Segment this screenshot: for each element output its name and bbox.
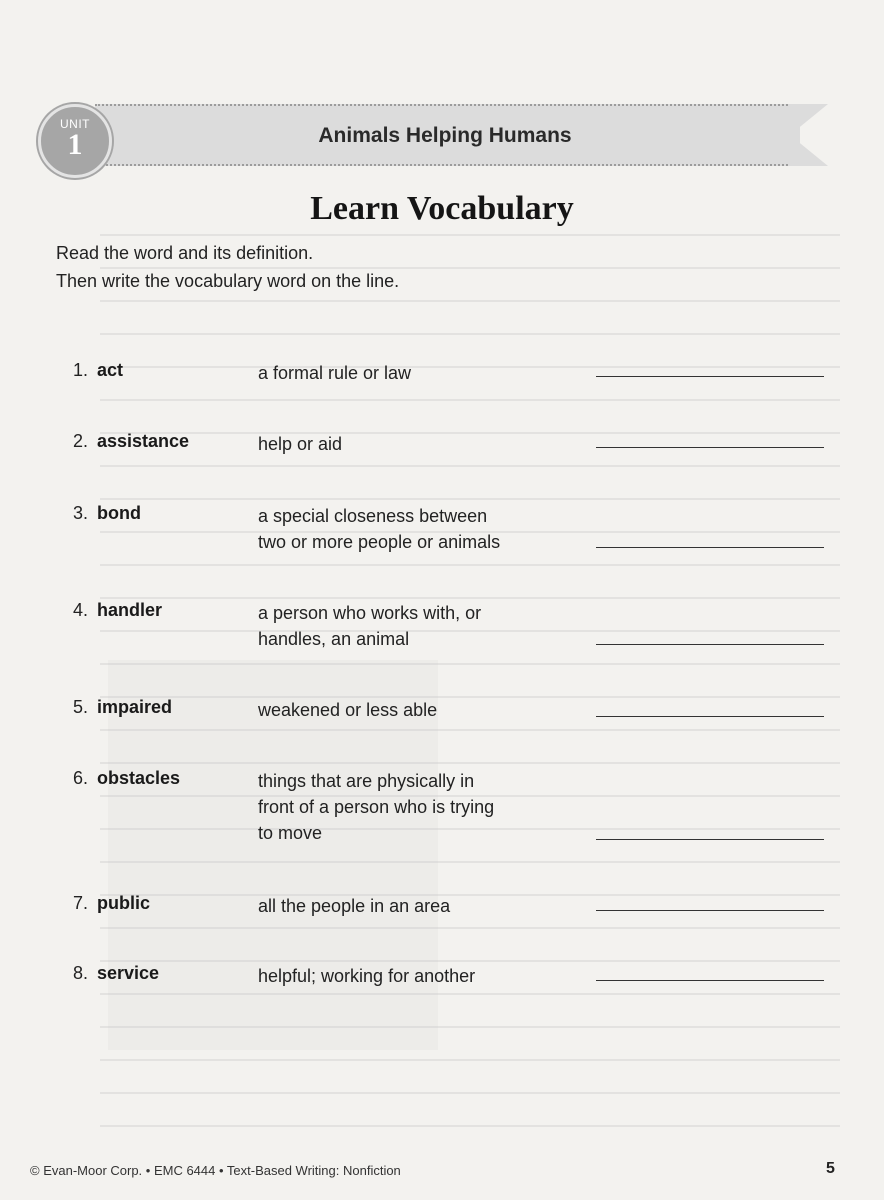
- definition: [258, 768, 578, 846]
- item-number: 2.: [72, 431, 88, 451]
- definition-line: to move: [258, 823, 323, 843]
- answer-line[interactable]: [596, 980, 824, 981]
- vocab-word: public: [97, 893, 150, 913]
- answer-line[interactable]: [596, 376, 824, 377]
- page-number: 5: [826, 1160, 835, 1177]
- vocab-word: assistance: [97, 431, 190, 451]
- instruction-line: Then write the vocabulary word on the line.: [56, 271, 400, 291]
- definition: [258, 600, 578, 652]
- definition-line: helpful; working for another: [258, 966, 476, 986]
- answer-line[interactable]: [596, 547, 824, 548]
- unit-label: UNIT: [60, 117, 90, 131]
- unit-title: Animals Helping Humans: [318, 124, 572, 147]
- definition-line: front of a person who is trying: [258, 797, 495, 817]
- answer-line[interactable]: [596, 839, 824, 840]
- definition: [258, 431, 578, 457]
- item-number: 7.: [72, 893, 88, 913]
- definition-line: a formal rule or law: [258, 363, 412, 383]
- definition: [258, 963, 578, 989]
- definition: [258, 360, 578, 386]
- vocab-word: handler: [97, 600, 163, 620]
- instruction-line: Read the word and its definition.: [56, 243, 314, 263]
- definition-line: help or aid: [258, 434, 343, 454]
- item-number: 1.: [72, 360, 88, 380]
- unit-number: 1: [67, 128, 83, 161]
- vocab-word: act: [97, 360, 124, 380]
- item-number: 6.: [72, 768, 88, 788]
- unit-badge: [38, 104, 112, 178]
- vocab-word: service: [97, 963, 160, 983]
- definition-line: a person who works with, or: [258, 603, 482, 623]
- item-number: 3.: [72, 503, 88, 523]
- answer-line[interactable]: [596, 910, 824, 911]
- definition: [258, 503, 578, 555]
- copyright-footer: © Evan-Moor Corp. • EMC 6444 • Text-Based Writing: Nonfiction: [30, 1163, 401, 1178]
- definition-line: handles, an animal: [258, 629, 410, 649]
- answer-line[interactable]: [596, 716, 824, 717]
- definition: [258, 697, 578, 723]
- vocab-word: obstacles: [97, 768, 181, 788]
- banner-ribbon-tail: [790, 104, 828, 166]
- item-number: 8.: [72, 963, 88, 983]
- page-title: Learn Vocabulary: [310, 190, 574, 227]
- vocab-word: bond: [97, 503, 141, 523]
- item-number: 5.: [72, 697, 88, 717]
- item-number: 4.: [72, 600, 88, 620]
- definition-line: things that are physically in: [258, 771, 475, 791]
- vocab-word: impaired: [97, 697, 173, 717]
- definition-line: two or more people or animals: [258, 532, 501, 552]
- answer-line[interactable]: [596, 644, 824, 645]
- definition: [258, 893, 578, 919]
- definition-line: all the people in an area: [258, 896, 451, 916]
- answer-line[interactable]: [596, 447, 824, 448]
- definition-line: weakened or less able: [258, 700, 438, 720]
- definition-line: a special closeness between: [258, 506, 488, 526]
